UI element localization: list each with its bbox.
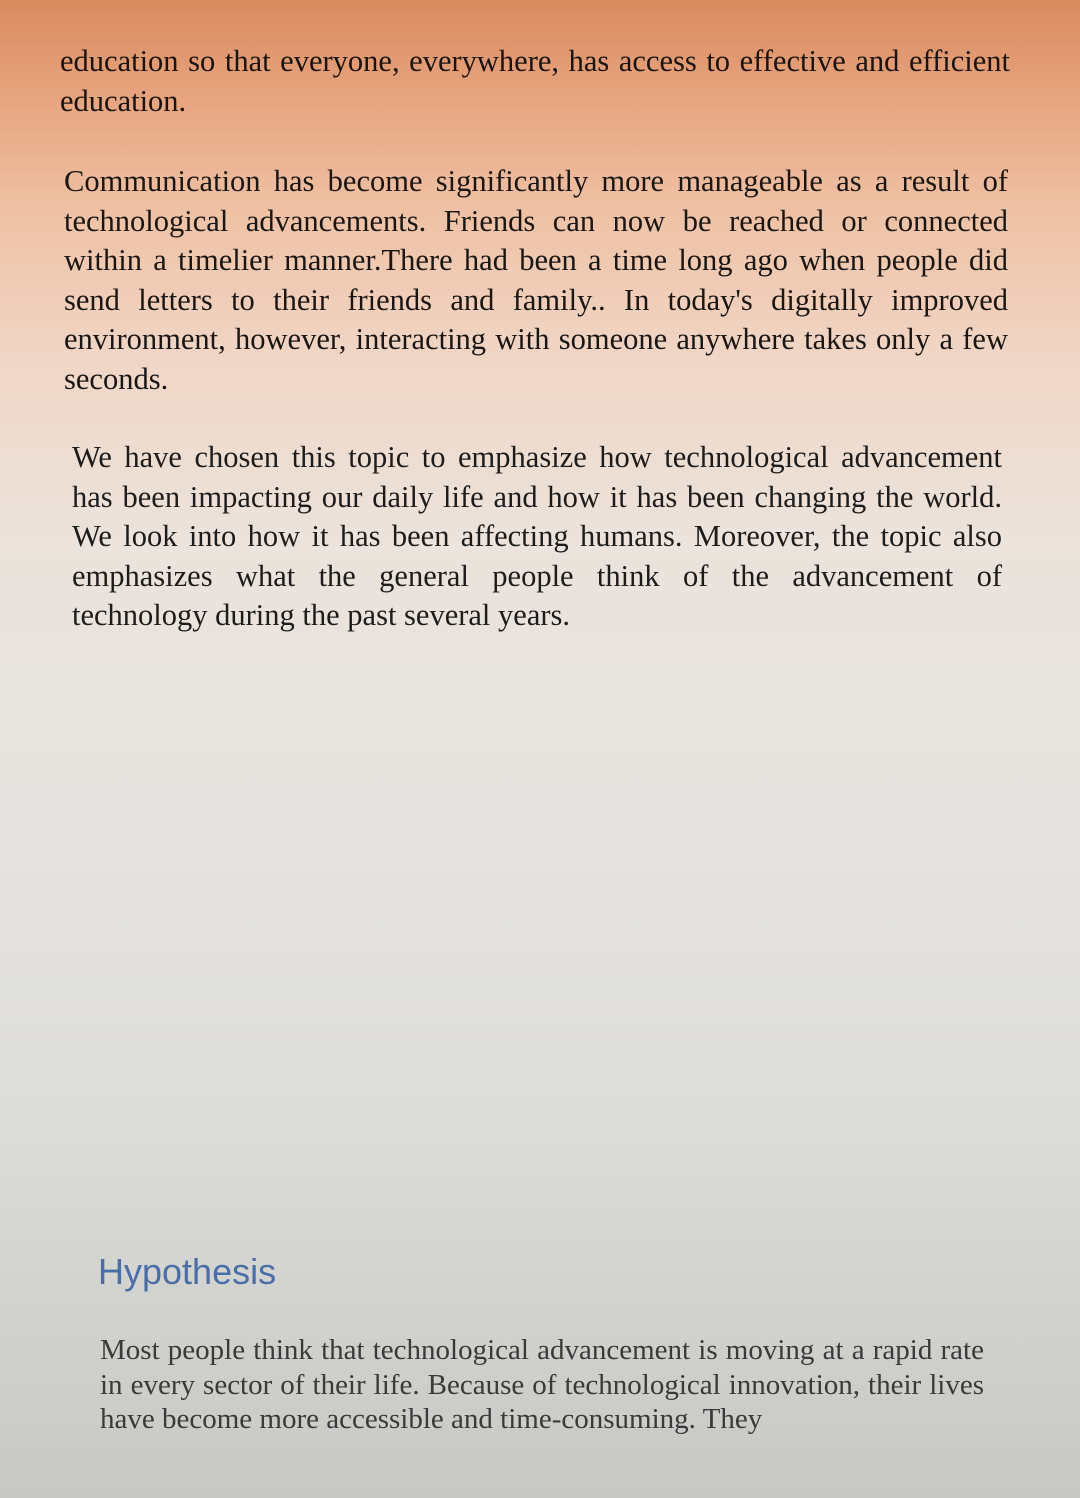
paragraph-communication: Communication has become significantly more manageable as a result of technological advancements. Friends can now be reached or connected within a timelier manner.There had been a time long ago when people did send letters to their friends and family.. In today's digitally improved environment, however, interacting with someone anywhere takes only a few seconds.	[64, 164, 1008, 396]
paragraph-education-continuation: education so that everyone, everywhere, has access to effective and efficient education.	[60, 44, 1010, 118]
paragraph-topic-choice: We have chosen this topic to emphasize how technological advancement has been impacting our daily life and how it has been changing the world. We look into how it has been affecting humans. Moreover, the topic also emphasizes what the general people think of the advancement of technology during the past several years.	[72, 440, 1002, 632]
paragraph-hypothesis: Most people think that technological advancement is moving at a rapid rate in every sector of their life. Because of technological innovation, their lives have become more accessible and time-consuming. They	[100, 1334, 984, 1435]
section-heading-hypothesis: Hypothesis	[98, 1251, 277, 1292]
